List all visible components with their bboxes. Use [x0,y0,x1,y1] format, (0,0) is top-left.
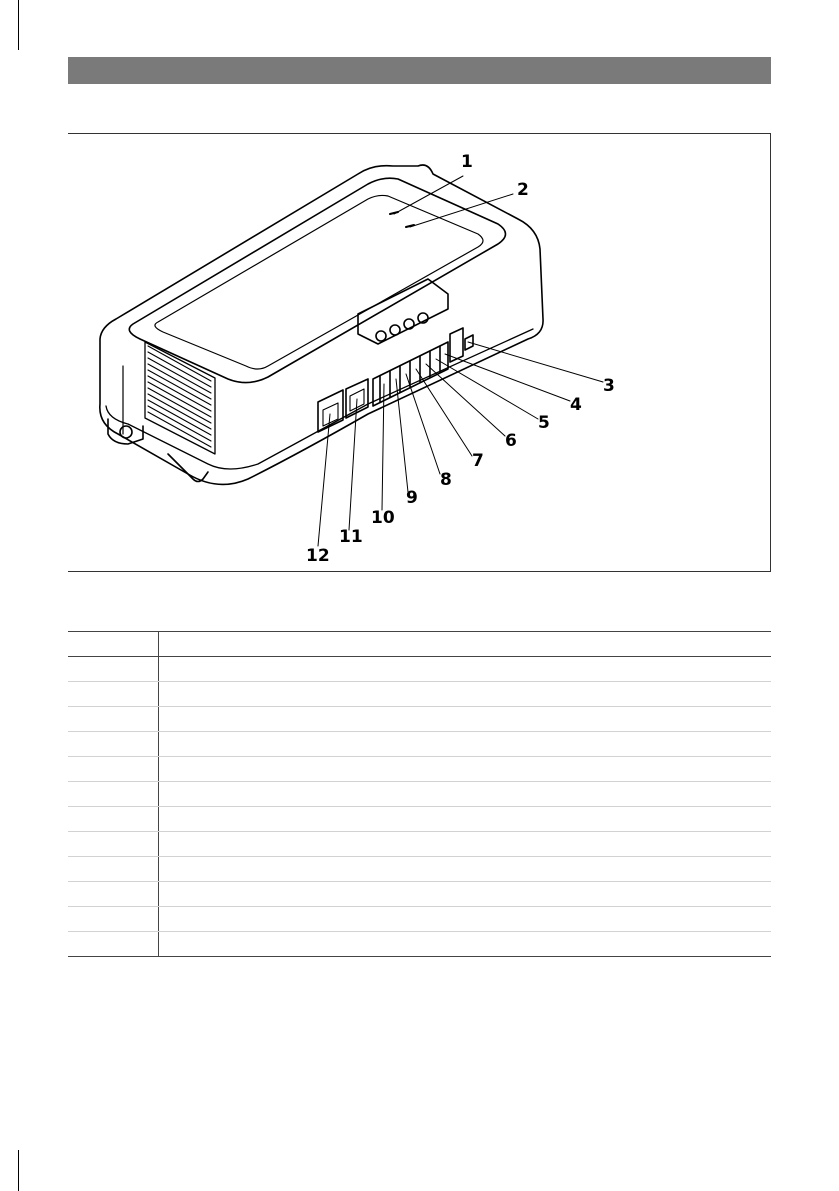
table-row [68,782,771,807]
row-number-cell [68,932,159,957]
row-description-cell [159,832,772,857]
row-number-cell [68,707,159,732]
callout-9: 9 [406,488,418,508]
callout-5: 5 [538,413,550,433]
callout-10: 10 [371,508,395,528]
legend-header-row [68,632,771,657]
legend-header-description [159,632,772,657]
crop-mark-top [18,0,19,50]
legend-header-number [68,632,159,657]
row-number-cell [68,832,159,857]
table-row [68,882,771,907]
row-description-cell [159,882,772,907]
table-row [68,757,771,782]
row-description-cell [159,932,772,957]
callout-7: 7 [472,451,484,471]
table-row [68,732,771,757]
row-description-cell [159,757,772,782]
table-row [68,707,771,732]
row-description-cell [159,907,772,932]
row-number-cell [68,782,159,807]
row-number-cell [68,857,159,882]
row-number-cell [68,657,159,682]
table-row [68,807,771,832]
device-illustration [68,134,771,573]
table-row [68,907,771,932]
row-number-cell [68,807,159,832]
table-row [68,932,771,957]
row-description-cell [159,807,772,832]
row-number-cell [68,882,159,907]
callout-1: 1 [461,152,473,172]
legend-table [68,631,771,957]
row-number-cell [68,682,159,707]
row-description-cell [159,657,772,682]
table-row [68,682,771,707]
table-row [68,857,771,882]
device-figure [68,133,771,572]
row-number-cell [68,732,159,757]
row-description-cell [159,682,772,707]
callout-12: 12 [306,546,330,566]
row-description-cell [159,782,772,807]
table-row [68,657,771,682]
crop-mark-bottom [18,1150,19,1191]
row-description-cell [159,732,772,757]
table-row [68,832,771,857]
callout-8: 8 [440,470,452,490]
callout-4: 4 [570,395,582,415]
row-description-cell [159,707,772,732]
section-header-bar [68,57,771,84]
row-number-cell [68,757,159,782]
callout-11: 11 [339,527,363,547]
callout-6: 6 [505,431,517,451]
callout-3: 3 [603,376,615,396]
row-description-cell [159,857,772,882]
row-number-cell [68,907,159,932]
callout-2: 2 [517,180,529,200]
